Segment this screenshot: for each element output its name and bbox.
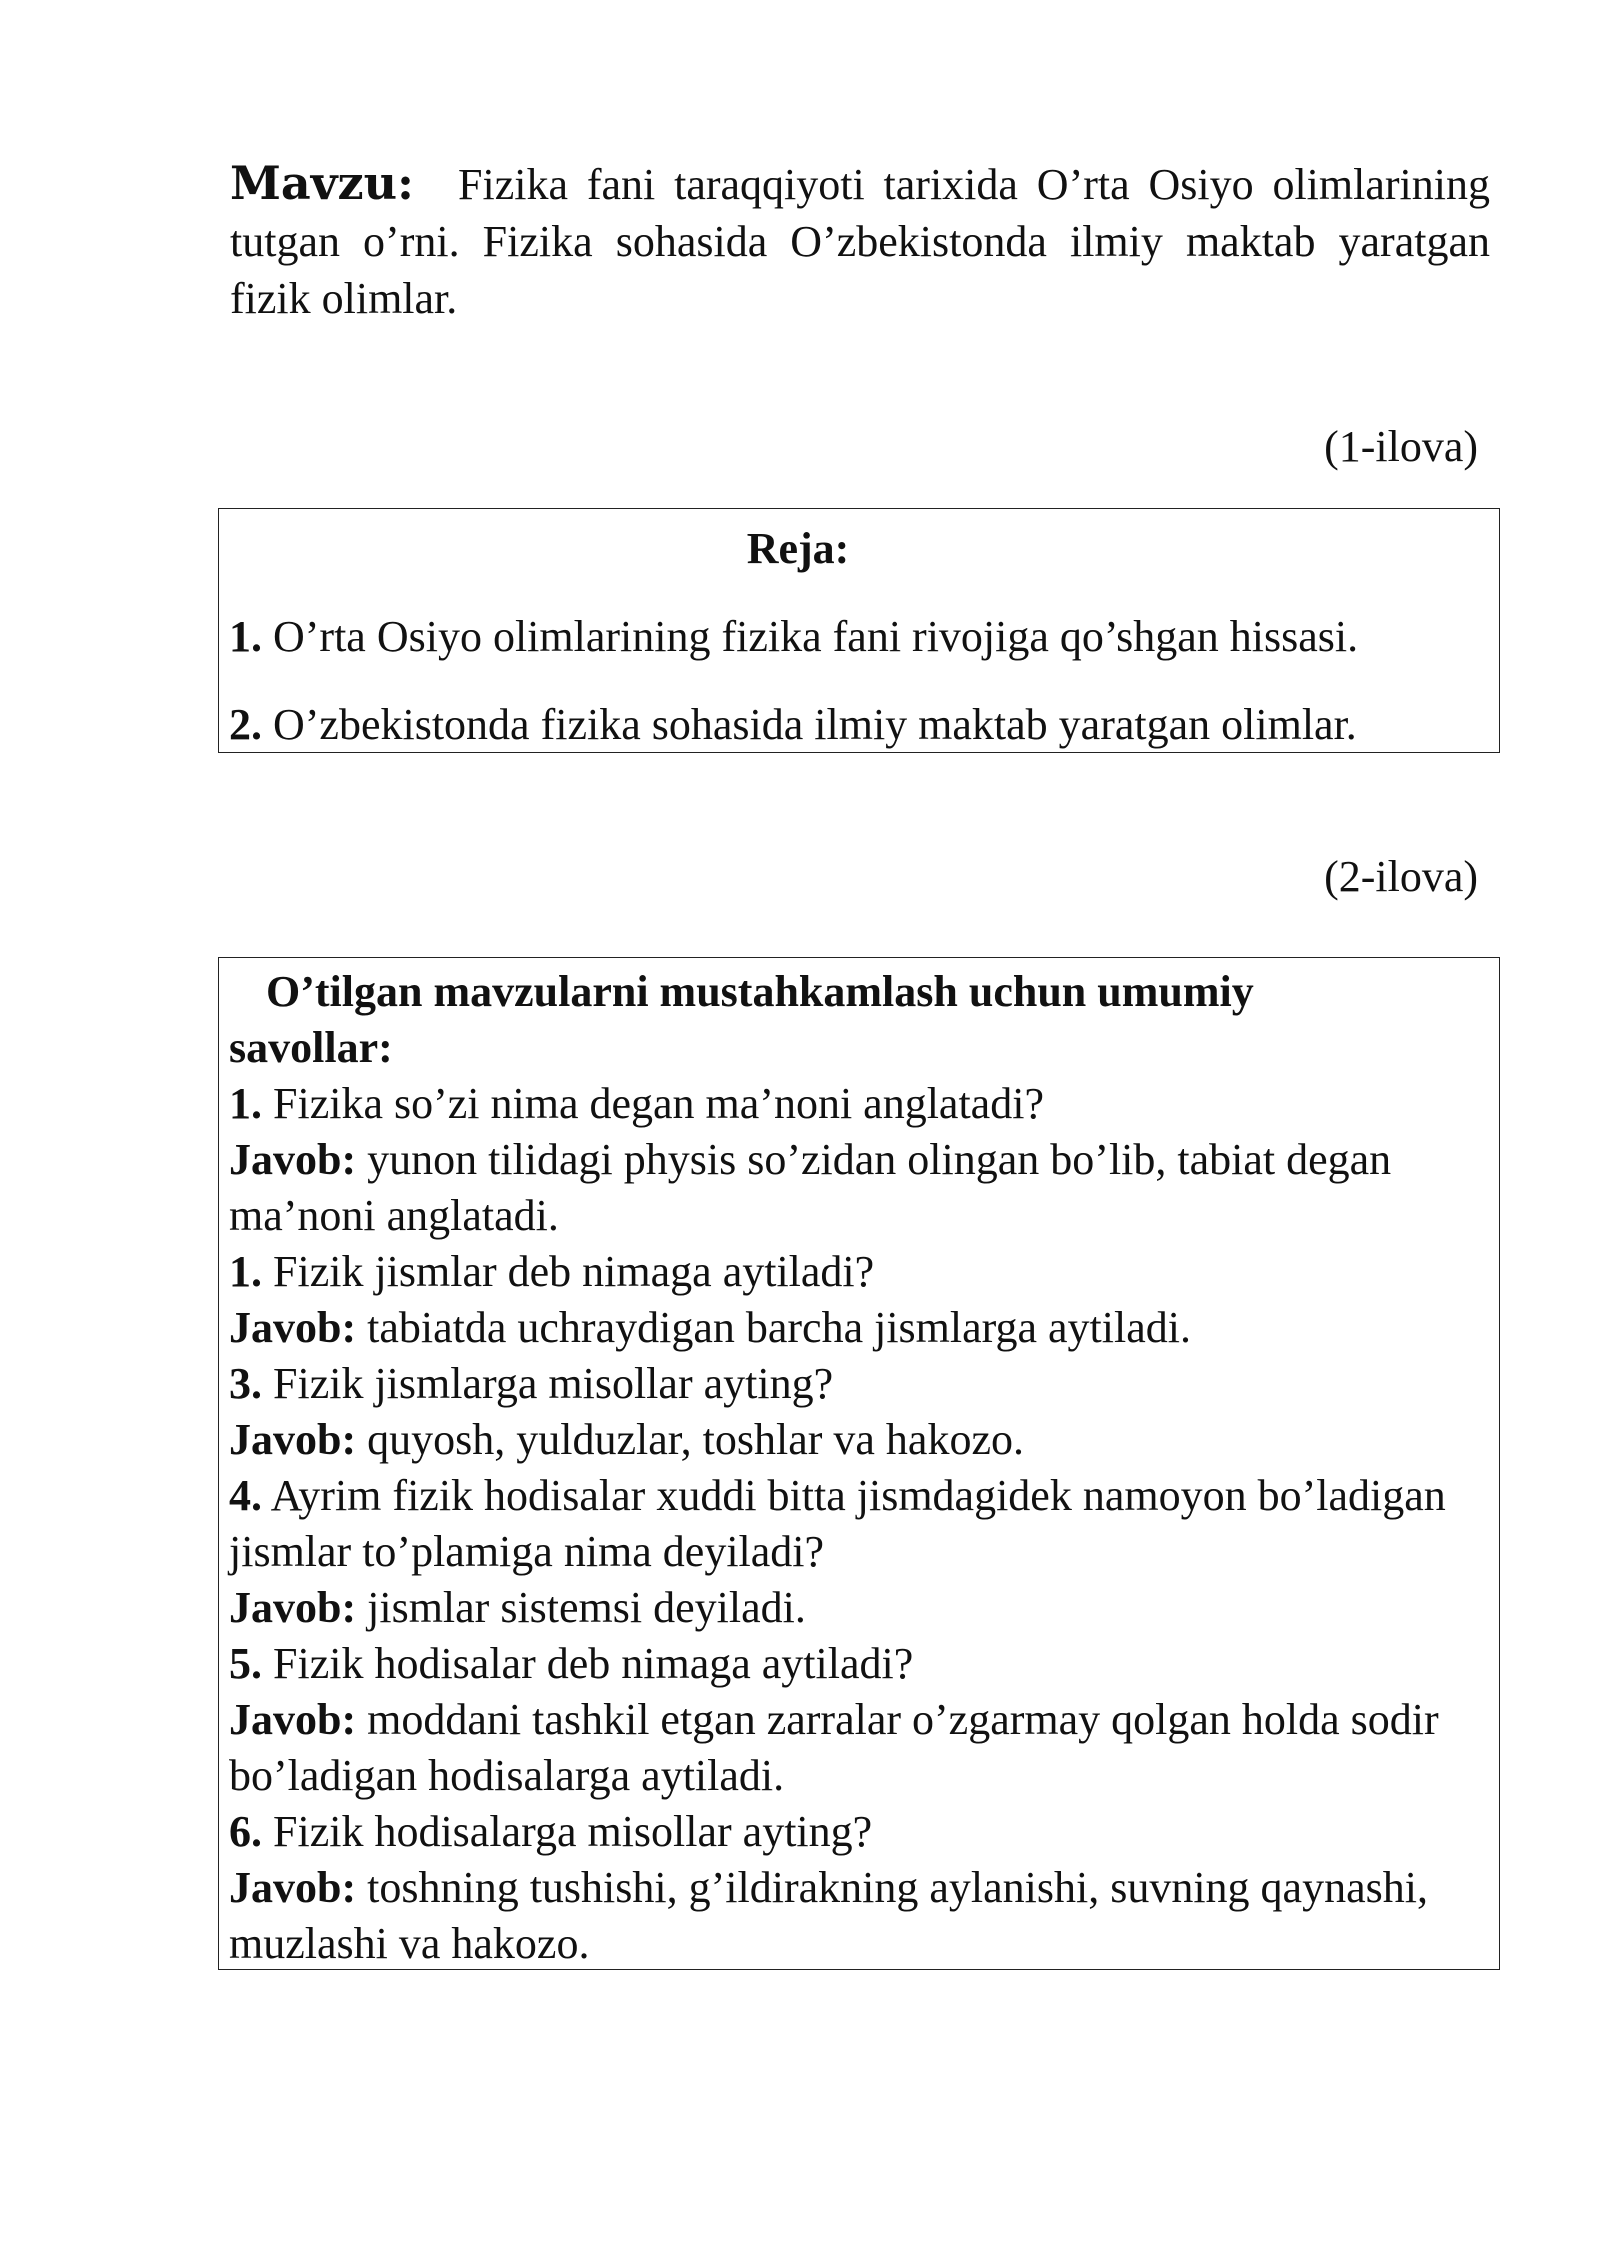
question-text: Fizika so’zi nima degan ma’noni anglatadi? [262,1079,1044,1128]
question [229,1636,1469,1692]
review-questions-box [218,957,1500,1970]
topic-text: Fizika fani taraqqiyoti tarixida O’rta Osiyo olimlarining tutgan o’rni. Fizika sohasida O’zbekistonda ilmiy maktab yaratgan fizik olimlar. [230,160,1490,323]
answer-text: toshning tushishi, g’ildirakning aylanishi, suvning qaynashi, muzlashi va hakozo. [229,1863,1428,1968]
answer [229,1692,1469,1804]
question [229,1468,1469,1580]
plan-title: Reja: [746,524,850,573]
question [229,1356,1469,1412]
topic-paragraph [230,155,1490,327]
question [229,1076,1469,1132]
answer-label: Javob: [229,1135,357,1184]
answer [229,1580,1469,1636]
answer [229,1300,1469,1356]
question-number: 3. [229,1359,262,1408]
question-number: 5. [229,1639,262,1688]
question-number: 4. [229,1471,262,1520]
answer [229,1132,1469,1244]
review-title: O’tilgan mavzularni mustahkamlash uchun umumiy savollar: [229,967,1254,1072]
answer-text: jismlar sistemsi deyiladi. [356,1583,806,1632]
question [229,1804,1469,1860]
question-text: Ayrim fizik hodisalar xuddi bitta jismdagidek namoyon bo’ladigan jismlar to’plamiga nima deyiladi? [229,1471,1446,1576]
answer-text: quyosh, yulduzlar, toshlar va hakozo. [356,1415,1024,1464]
plan-item-number: 2. [229,700,262,749]
answer-text: tabiatda uchraydigan barcha jismlarga aytiladi. [356,1303,1191,1352]
question-number: 1. [229,1079,262,1128]
plan-item [229,697,1357,753]
plan-item-text: O’rta Osiyo olimlarining fizika fani rivojiga qo’shgan hissasi. [262,612,1359,661]
plan-item-number: 1. [229,612,262,661]
question-number: 6. [229,1807,262,1856]
plan-item [229,609,1358,665]
appendix-1-label: (1-ilova) [1324,422,1478,471]
answer-label: Javob: [229,1863,357,1912]
question-number: 1. [229,1247,262,1296]
plan-box [218,508,1500,753]
topic-label: Mavzu: [230,156,414,210]
answer-text: moddani tashkil etgan zarralar o’zgarmay qolgan holda sodir bo’ladigan hodisalarga aytiladi. [229,1695,1439,1800]
answer-label: Javob: [229,1695,357,1744]
answer-label: Javob: [229,1303,357,1352]
answer-text: yunon tilidagi physis so’zidan olingan bo’lib, tabiat degan ma’noni anglatadi. [229,1135,1392,1240]
question [229,1244,1469,1300]
answer [229,1860,1469,1972]
plan-item-text: O’zbekistonda fizika sohasida ilmiy maktab yaratgan olimlar. [262,700,1357,749]
question-text: Fizik hodisalar deb nimaga aytiladi? [262,1639,914,1688]
answer-label: Javob: [229,1415,357,1464]
appendix-2-label: (2-ilova) [1324,852,1478,901]
question-text: Fizik jismlarga misollar ayting? [262,1359,834,1408]
answer [229,1412,1469,1468]
question-text: Fizik jismlar deb nimaga aytiladi? [262,1247,875,1296]
question-text: Fizik hodisalarga misollar ayting? [262,1807,873,1856]
answer-label: Javob: [229,1583,357,1632]
